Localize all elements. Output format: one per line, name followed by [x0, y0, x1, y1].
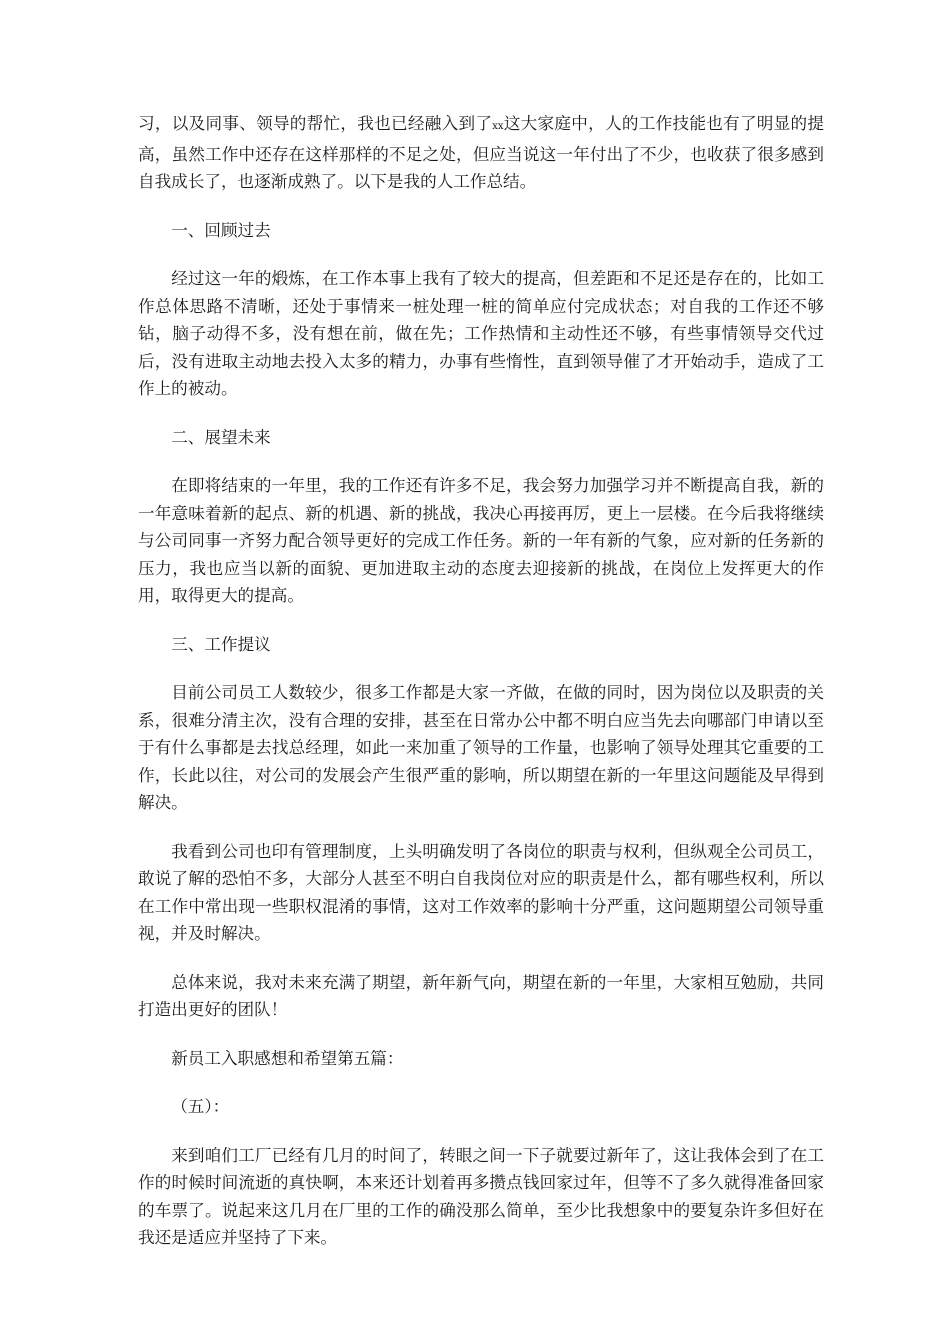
part-five-paragraph: 来到咱们工厂已经有几月的时间了，转眼之间一下子就要过新年了，这让我体会到了在工作的时候时间流逝的真快啊，本来还计划着再多攒点钱回家过年，但等不了多久就得准备回家的车票了。说起来这几月在厂里的工作的确没那么简单，至少比我想象中的要复杂许多但好在我还是适应并坚持了下来。	[138, 1145, 824, 1247]
part-five-subtitle: （五）：	[171, 1097, 230, 1116]
section-outlook-paragraph: 在即将结束的一年里，我的工作还有许多不足，我会努力加强学习并不断提高自我，新的一年意味着新的起点、新的机遇、新的挑战，我决心再接再厉，更上一层楼。在今后我将继续与公司同事一齐努力配合领导更好的完成工作任务。新的一年有新的气象，应对新的任务新的压力，我也应当以新的面貌、更加进取主动的态度去迎接新的挑战，在岗位上发挥更大的作用，取得更大的提高。	[138, 476, 824, 605]
document-page	[138, 110, 824, 1273]
part-five-title: 新员工入职感想和希望第五篇：	[171, 1048, 404, 1068]
section-suggestions-paragraph-2: 我看到公司也印有管理制度，上头明确发明了各岗位的职责与权利，但纵观全公司员工，敢说了解的恐怕不多，大部分人甚至不明白自我岗位对应的职责是什么，都有哪些权利，所以在工作中常出现一些职权混淆的事情，这对工作效率的影响十分严重，这问题期望公司领导重视，并及时解决。	[138, 841, 824, 943]
section-heading-suggestions: 三、工作提议	[171, 634, 271, 654]
section-review-paragraph: 经过这一年的煅炼，在工作本事上我有了较大的提高，但差距和不足还是存在的，比如工作总体思路不清晰，还处于事情来一桩处理一桩的简单应付完成状态；对自我的工作还不够钻，脑子动得不多，没有想在前，做在先；工作热情和主动性还不够，有些事情领导交代过后，没有进取主动地去投入太多的精力，办事有些惰性，直到领导催了才开始动手，造成了工作上的被动。	[138, 269, 824, 398]
intro-text-end: 这大家庭中，人的工作技能也有了明显的提高，虽然工作中还存在这样那样的不足之处，但应当说这一年付出了不少，也收获了很多感到自我成长了，也逐渐成熟了。以下是我的人工作总结。	[138, 114, 825, 191]
intro-paragraph	[138, 110, 824, 196]
intro-placeholder-xx: xx	[492, 121, 504, 132]
section-heading-review: 一、回顾过去	[171, 220, 271, 240]
conclusion-paragraph: 总体来说，我对未来充满了期望，新年新气向，期望在新的一年里，大家相互勉励，共同打造出更好的团队！	[138, 972, 824, 1019]
section-suggestions-paragraph-1: 目前公司员工人数较少，很多工作都是大家一齐做，在做的同时，因为岗位以及职责的关系，很难分清主次，没有合理的安排，甚至在日常办公中都不明白应当先去向哪部门申请以至于有什么事都是去找总经理，如此一来加重了领导的工作量，也影响了领导处理其它重要的工作，长此以往，对公司的发展会产生很严重的影响，所以期望在新的一年里这问题能及早得到解决。	[138, 683, 824, 812]
section-heading-outlook: 二、展望未来	[171, 427, 271, 447]
intro-text-start: 习，以及同事、领导的帮忙，我也已经融入到了	[138, 114, 493, 133]
